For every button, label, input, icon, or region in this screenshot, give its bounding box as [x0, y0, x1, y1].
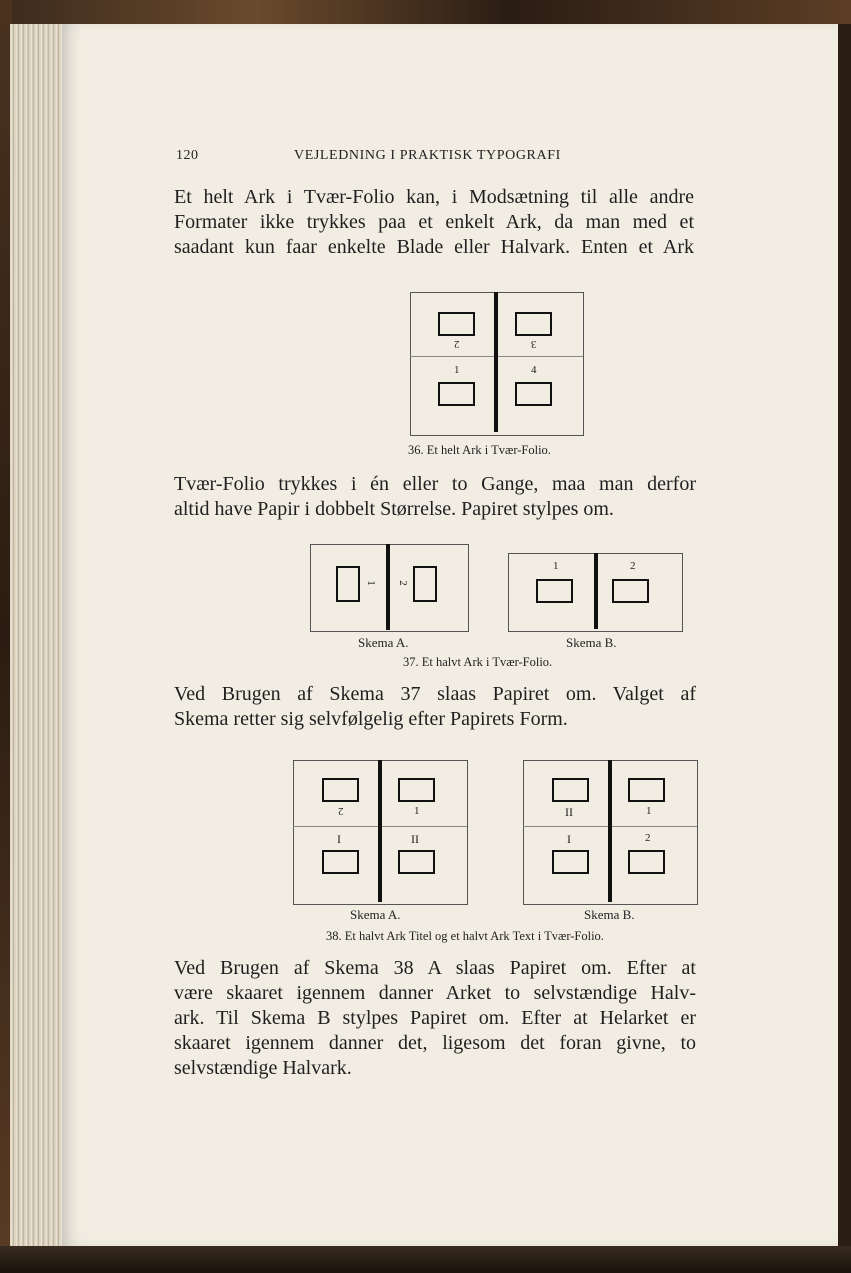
- figure-38-skema-a: [293, 760, 468, 905]
- page-box: [628, 778, 665, 802]
- center-bar: [494, 292, 498, 432]
- figure-36: [410, 292, 583, 435]
- page-edges: [10, 24, 65, 1249]
- page-box: [438, 382, 475, 406]
- page-label: 1: [646, 805, 652, 817]
- text-line: skaaret igennem danner det, ligesom det foran givne, to: [174, 1032, 696, 1054]
- text-line: være skaaret igennem danner Arket to selvstændige Halv-: [174, 982, 696, 1004]
- text-line: Ved Brugen af Skema 38 A slaas Papiret om. Efter at: [174, 957, 696, 979]
- page-number: 120: [176, 148, 199, 163]
- page-label: 2: [338, 805, 344, 817]
- page-box: [628, 850, 665, 874]
- page-label: I: [567, 832, 571, 846]
- page-label: 2: [396, 580, 409, 586]
- text-line: ark. Til Skema B stylpes Papiret om. Efter at Helarket er: [174, 1007, 696, 1029]
- page-box: [322, 778, 359, 802]
- page-label: 4: [531, 364, 537, 376]
- page-label: 2: [630, 560, 636, 572]
- skema-b-label: Skema B.: [566, 635, 617, 650]
- page-box: [536, 579, 573, 603]
- text-line: selvstændige Halvark.: [174, 1057, 352, 1079]
- text-line: Et helt Ark i Tvær-Folio kan, i Modsætning til alle andre: [174, 186, 694, 208]
- figure-38-skema-b: [523, 760, 698, 905]
- figure-37-skema-a: [310, 544, 470, 632]
- page-label: 2: [454, 338, 460, 350]
- text-line: Tvær-Folio trykkes i én eller to Gange, maa man derfor: [174, 473, 696, 495]
- running-title: VEJLEDNING I PRAKTISK TYPOGRAFI: [294, 148, 561, 163]
- figure-36-caption: 36. Et helt Ark i Tvær-Folio.: [408, 443, 551, 457]
- paragraph-4: [174, 956, 696, 1081]
- page-label: 1: [414, 805, 420, 817]
- paragraph-2: [174, 472, 696, 522]
- page-label: 1: [454, 364, 460, 376]
- page-label: I: [337, 832, 341, 846]
- page-box: [552, 778, 589, 802]
- bottom-edge: [0, 1246, 851, 1273]
- center-bar: [386, 544, 390, 630]
- right-edge: [838, 24, 851, 1273]
- text-line: Ved Brugen af Skema 37 slaas Papiret om. Valget af: [174, 683, 696, 705]
- center-bar: [378, 760, 382, 902]
- running-header: [176, 148, 646, 168]
- skema-a-label: Skema A.: [350, 907, 401, 922]
- page-box: [552, 850, 589, 874]
- page-box: [398, 850, 435, 874]
- text-line: saadant kun faar enkelte Blade eller Halvark. Enten et Ark: [174, 236, 694, 258]
- center-bar: [594, 553, 598, 629]
- page-box: [438, 312, 475, 336]
- page-label: 2: [645, 832, 651, 844]
- page-label: 3: [531, 338, 537, 350]
- center-bar: [608, 760, 612, 902]
- page-box: [336, 566, 360, 602]
- figure-38-caption: 38. Et halvt Ark Titel og et halvt Ark Text i Tvær-Folio.: [326, 929, 604, 943]
- page-label: 1: [553, 560, 559, 572]
- text-line: Skema retter sig selvfølgelig efter Papirets Form.: [174, 708, 568, 730]
- page-box: [612, 579, 649, 603]
- page-label: 1: [364, 580, 377, 586]
- page-box: [322, 850, 359, 874]
- figure-37-caption: 37. Et halvt Ark i Tvær-Folio.: [403, 655, 553, 669]
- paragraph-3: [174, 682, 696, 732]
- text-line-italic: Formater ikke trykkes paa et enkelt Ark, da man med et: [174, 211, 694, 233]
- page-label: II: [565, 805, 573, 819]
- page-label: II: [411, 832, 419, 846]
- page-box: [515, 382, 552, 406]
- paragraph-1: [174, 185, 694, 260]
- page-box: [515, 312, 552, 336]
- skema-b-label: Skema B.: [584, 907, 635, 922]
- figure-37-skema-b: [508, 553, 683, 633]
- page-box: [413, 566, 437, 602]
- skema-a-label: Skema A.: [358, 635, 409, 650]
- text-line: altid have Papir i dobbelt Størrelse. Papiret stylpes om.: [174, 498, 614, 520]
- page-box: [398, 778, 435, 802]
